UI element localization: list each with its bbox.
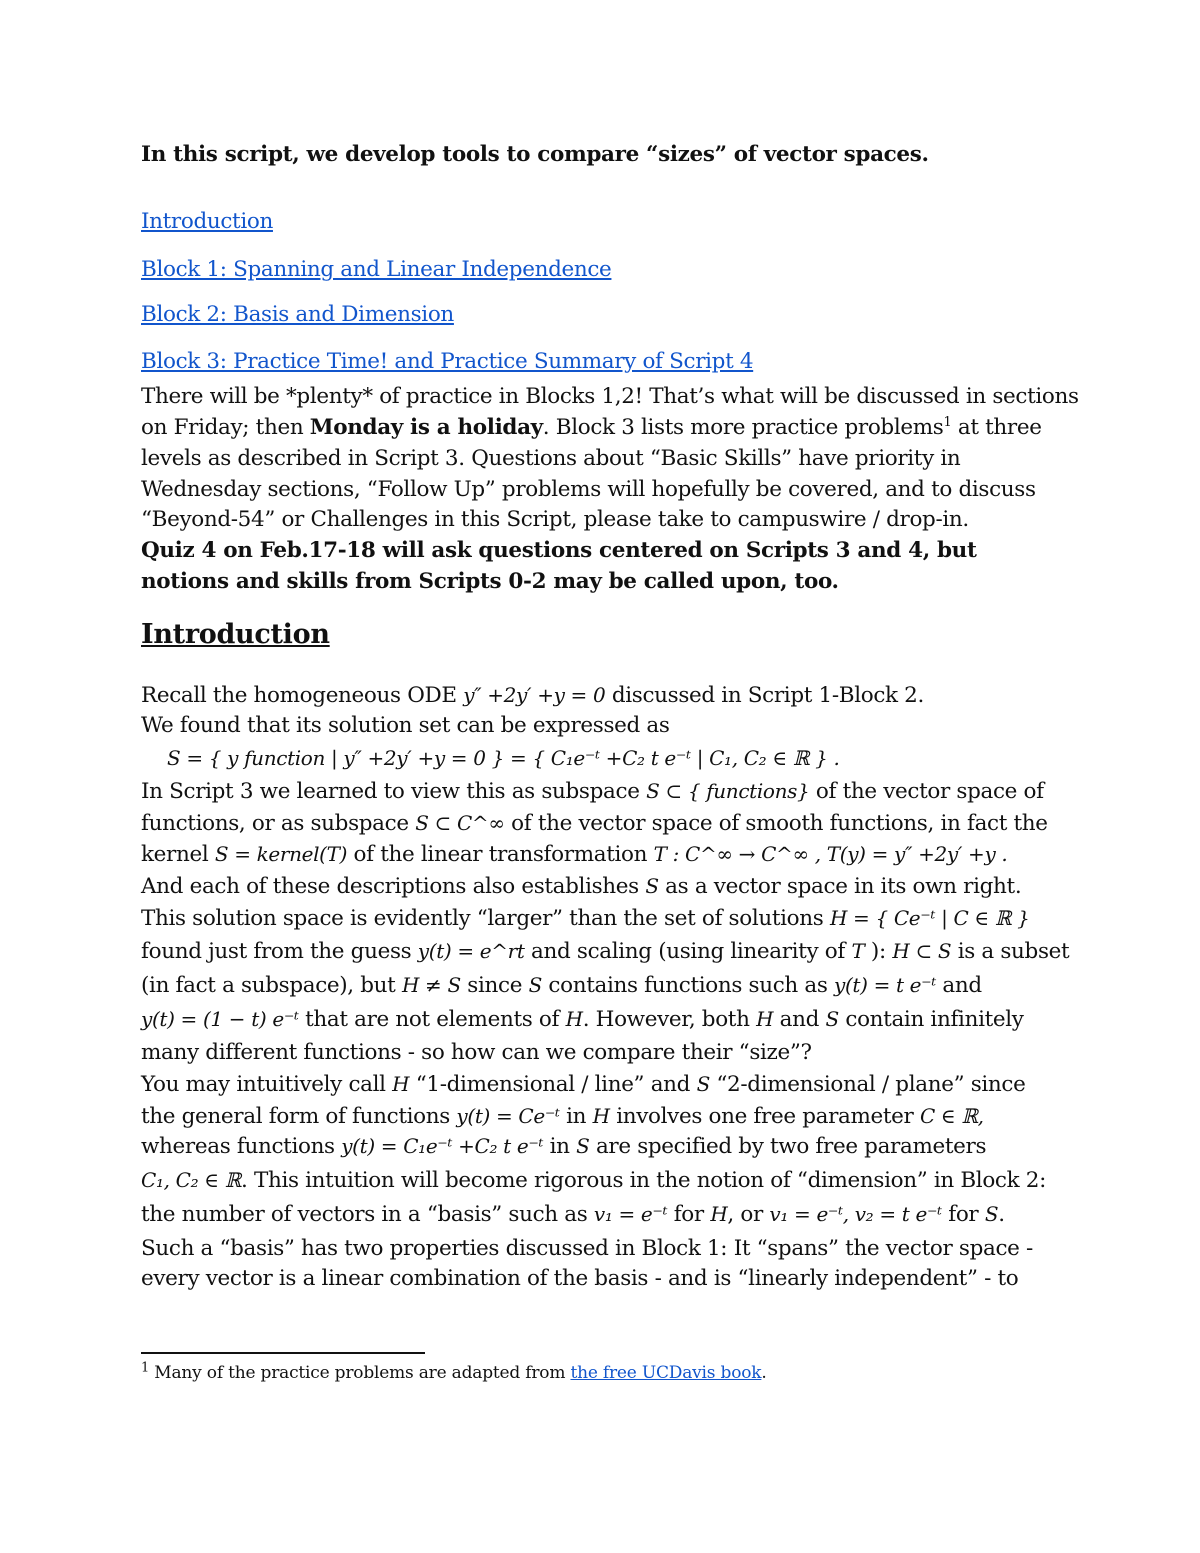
footnote — [141, 1360, 767, 1383]
math-expression: H — [710, 1202, 728, 1226]
holiday-emphasis: Monday is a holiday — [309, 415, 543, 440]
math-expression: H ≠ S — [401, 973, 461, 997]
toc-link-block-1[interactable]: Block 1: Spanning and Linear Independence — [141, 257, 612, 282]
math-expression: S = { y function | y″ +2y′ +y = 0 } = { C₁e⁻ᵗ +C₂ t e⁻ᵗ | C₁, C₂ ∈ ℝ } . — [167, 746, 840, 770]
body-line — [141, 776, 1044, 807]
text-run: in — [543, 1134, 577, 1159]
body-line — [141, 936, 1069, 967]
text-run: “1-dimensional / line” and — [409, 1072, 697, 1097]
text-run: in — [559, 1104, 593, 1129]
text-run: at three — [951, 415, 1042, 440]
solution-set-equation — [167, 743, 840, 774]
math-expression: H — [392, 1072, 410, 1096]
footnote-text: . — [761, 1363, 767, 1383]
ucdavis-book-link[interactable]: the free UCDavis book — [570, 1363, 762, 1383]
body-line — [141, 1131, 986, 1162]
text-run: kernel — [141, 842, 215, 867]
toc-link-introduction[interactable]: Introduction — [141, 209, 273, 234]
math-expression: H — [592, 1104, 610, 1128]
notes-line: levels as described in Script 3. Questions about “Basic Skills” have priority in — [141, 446, 961, 471]
text-run: . Block 3 lists more practice problems — [542, 415, 944, 440]
math-expression: S — [696, 1072, 710, 1096]
quiz-notice: Quiz 4 on Feb.17-18 will ask questions centered on Scripts 3 and 4, but — [141, 538, 977, 563]
text-run: “2-dimensional / plane” since — [709, 1072, 1026, 1097]
notes-line: Wednesday sections, “Follow Up” problems will hopefully be covered, and to discuss — [141, 477, 1036, 502]
body-line — [141, 1199, 1005, 1230]
footnote-text: Many of the practice problems are adapted from — [149, 1363, 571, 1383]
body-line — [141, 1101, 984, 1132]
math-expression: C ∈ ℝ, — [919, 1104, 984, 1128]
body-line — [141, 970, 982, 1001]
text-run: This solution space is evidently “larger” than the set of solutions — [141, 906, 830, 931]
text-run: for — [667, 1202, 711, 1227]
notes-line — [141, 413, 1042, 443]
math-expression: S ⊂ C^∞ — [415, 811, 505, 835]
body-line — [141, 871, 1021, 902]
text-run: . However, both — [582, 1007, 757, 1032]
math-expression: S ⊂ { functions} — [646, 779, 810, 803]
text-run: found just from the guess — [141, 939, 418, 964]
math-expression: S — [528, 973, 542, 997]
text-run: whereas functions — [141, 1134, 342, 1159]
body-line — [141, 1069, 1025, 1100]
math-expression: S — [984, 1202, 999, 1226]
text-run: that are not elements of — [298, 1007, 566, 1032]
text-run: functions, or as subspace — [141, 811, 416, 836]
section-heading: Introduction — [141, 619, 330, 650]
intro-statement: In this script, we develop tools to compare “sizes” of vector spaces. — [141, 142, 929, 167]
notes-line: There will be *plenty* of practice in Blocks 1,2! That’s what will be discussed in sections — [141, 384, 1079, 409]
text-run: of the vector space of — [809, 779, 1044, 804]
body-line: every vector is a linear combination of the basis - and is “linearly independent” - to — [141, 1266, 1019, 1291]
text-run: involves one free parameter — [609, 1104, 920, 1129]
text-run: discussed in Script 1-Block 2. — [605, 683, 924, 708]
footnote-number: 1 — [141, 1360, 150, 1376]
body-line: many different functions - so how can we compare their “size”? — [141, 1040, 812, 1065]
toc-link-block-2[interactable]: Block 2: Basis and Dimension — [141, 302, 454, 327]
math-expression: T — [851, 939, 865, 963]
math-expression: T : C^∞ → C^∞ , T(y) = y″ +2y′ +y . — [653, 842, 1008, 866]
text-run: And each of these descriptions also establishes — [141, 874, 646, 899]
body-line — [141, 680, 924, 711]
text-run: Recall the homogeneous ODE — [141, 683, 464, 708]
text-run: for — [941, 1202, 985, 1227]
text-run: the general form of functions — [141, 1104, 457, 1129]
math-expression: y(t) = e^rt — [417, 939, 525, 963]
math-expression: y(t) = (1 − t) e⁻ᵗ — [141, 1007, 299, 1031]
body-line: We found that its solution set can be expressed as — [141, 713, 670, 738]
text-run: . — [998, 1202, 1005, 1227]
text-run: contains functions such as — [541, 973, 835, 998]
text-run: . This intuition will become rigorous in the notion of “dimension” in Block 2: — [241, 1168, 1046, 1193]
body-line: Such a “basis” has two properties discussed in Block 1: It “spans” the vector space - — [141, 1236, 1033, 1261]
text-run: and — [773, 1007, 826, 1032]
body-line — [141, 1165, 1046, 1196]
text-run: In Script 3 we learned to view this as subspace — [141, 779, 647, 804]
text-run: since — [460, 973, 529, 998]
text-run: are specified by two free parameters — [589, 1134, 987, 1159]
text-run: , or — [727, 1202, 770, 1227]
math-expression: y(t) = t e⁻ᵗ — [834, 973, 936, 997]
math-expression: y(t) = C₁e⁻ᵗ +C₂ t e⁻ᵗ — [341, 1134, 544, 1158]
body-line — [141, 808, 1048, 839]
math-expression: H ⊂ S — [892, 939, 952, 963]
text-run: ): — [864, 939, 893, 964]
math-expression: y″ +2y′ +y = 0 — [463, 683, 606, 707]
body-line — [141, 1004, 1024, 1035]
text-run: and scaling (using linearity of — [524, 939, 852, 964]
text-run: as a vector space in its own right. — [658, 874, 1022, 899]
text-run: is a subset — [951, 939, 1070, 964]
text-run: (in fact a subspace), but — [141, 973, 402, 998]
quiz-notice: notions and skills from Scripts 0-2 may be called upon, too. — [141, 569, 839, 594]
notes-line: “Beyond-54” or Challenges in this Script, please take to campuswire / drop-in. — [141, 507, 969, 532]
text-run: of the linear transformation — [347, 842, 654, 867]
math-expression: y(t) = Ce⁻ᵗ — [456, 1104, 560, 1128]
footnote-marker[interactable]: 1 — [943, 414, 952, 430]
math-expression: H = { Ce⁻ᵗ | C ∈ ℝ } — [829, 906, 1030, 930]
body-line — [141, 839, 1007, 870]
math-expression: S — [576, 1134, 590, 1158]
math-expression: v₁ = e⁻ᵗ — [593, 1202, 668, 1226]
math-expression: H — [756, 1007, 774, 1031]
text-run: and — [935, 973, 982, 998]
math-expression: S = kernel(T) — [214, 842, 348, 866]
footnote-divider — [141, 1352, 425, 1354]
math-expression: S — [825, 1007, 839, 1031]
toc-link-block-3[interactable]: Block 3: Practice Time! and Practice Summary of Script 4 — [141, 349, 754, 374]
body-line — [141, 903, 1030, 934]
text-run: of the vector space of smooth functions, in fact the — [504, 811, 1048, 836]
math-expression: H — [565, 1007, 583, 1031]
text-run: contain infinitely — [838, 1007, 1024, 1032]
text-run: the number of vectors in a “basis” such as — [141, 1202, 594, 1227]
math-expression: v₁ = e⁻ᵗ, v₂ = t e⁻ᵗ — [769, 1202, 942, 1226]
text-run: You may intuitively call — [141, 1072, 393, 1097]
text-run: on Friday; then — [141, 415, 310, 440]
math-expression: S — [645, 874, 659, 898]
math-expression: C₁, C₂ ∈ ℝ — [141, 1168, 241, 1192]
